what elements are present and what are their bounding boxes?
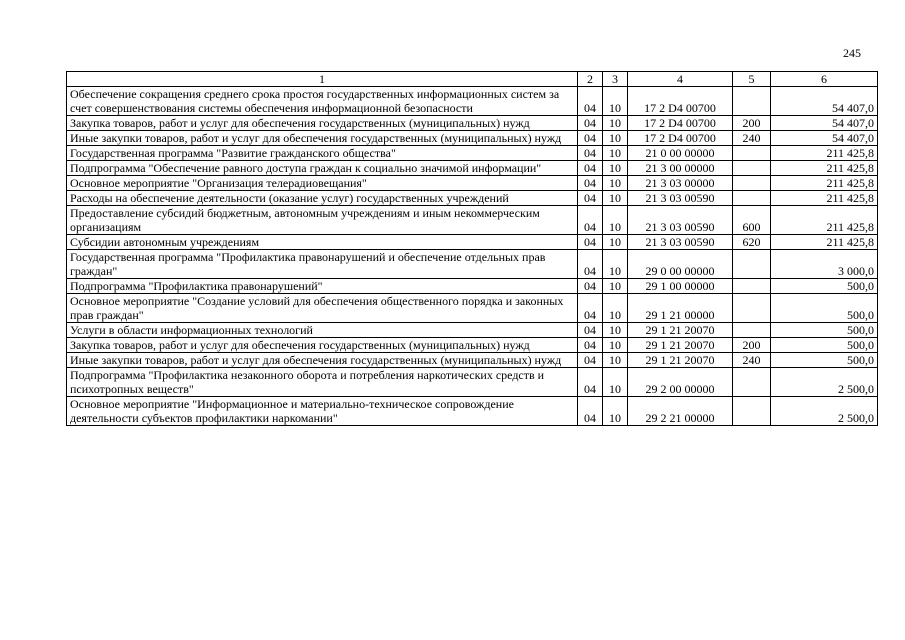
cell-code: 29 2 00 00000 — [628, 368, 733, 397]
header-cell-name: 1 — [67, 72, 578, 87]
cell-section: 04 — [578, 191, 603, 206]
cell-subsection: 10 — [603, 368, 628, 397]
cell-amount: 500,0 — [771, 353, 878, 368]
table-row — [67, 353, 878, 368]
cell-kind — [733, 87, 771, 116]
cell-name: Закупка товаров, работ и услуг для обеспечения государственных (муниципальных) нужд — [67, 116, 578, 131]
page-number: 245 — [843, 46, 861, 60]
cell-amount: 211 425,8 — [771, 146, 878, 161]
table-row — [67, 397, 878, 426]
cell-subsection: 10 — [603, 353, 628, 368]
cell-name: Обеспечение сокращения среднего срока простоя государственных информационных систем за счет совершенствования системы обеспечения информационной безопасности — [67, 87, 578, 116]
cell-code: 21 3 03 00000 — [628, 176, 733, 191]
cell-code: 29 1 00 00000 — [628, 279, 733, 294]
cell-subsection: 10 — [603, 131, 628, 146]
cell-name: Подпрограмма "Профилактика правонарушений" — [67, 279, 578, 294]
cell-section: 04 — [578, 235, 603, 250]
cell-amount: 3 000,0 — [771, 250, 878, 279]
cell-subsection: 10 — [603, 146, 628, 161]
cell-code: 21 3 03 00590 — [628, 191, 733, 206]
cell-name: Основное мероприятие "Информационное и материально-техническое сопровождение деятельности субъектов профилактики наркомании" — [67, 397, 578, 426]
cell-amount: 211 425,8 — [771, 176, 878, 191]
table-row — [67, 146, 878, 161]
cell-subsection: 10 — [603, 191, 628, 206]
header-cell-section: 2 — [578, 72, 603, 87]
table-row — [67, 250, 878, 279]
cell-section: 04 — [578, 294, 603, 323]
cell-section: 04 — [578, 353, 603, 368]
cell-subsection: 10 — [603, 235, 628, 250]
table-row — [67, 176, 878, 191]
cell-subsection: 10 — [603, 87, 628, 116]
cell-subsection: 10 — [603, 338, 628, 353]
cell-kind — [733, 323, 771, 338]
cell-kind — [733, 146, 771, 161]
cell-name: Государственная программа "Профилактика правонарушений и обеспечение отдельных прав граждан" — [67, 250, 578, 279]
cell-code: 29 1 21 20070 — [628, 338, 733, 353]
header-cell-code: 4 — [628, 72, 733, 87]
cell-name: Закупка товаров, работ и услуг для обеспечения государственных (муниципальных) нужд — [67, 338, 578, 353]
cell-name: Подпрограмма "Профилактика незаконного оборота и потребления наркотических средств и психотропных веществ" — [67, 368, 578, 397]
cell-amount: 500,0 — [771, 323, 878, 338]
cell-subsection: 10 — [603, 250, 628, 279]
cell-subsection: 10 — [603, 279, 628, 294]
cell-code: 17 2 D4 00700 — [628, 87, 733, 116]
cell-subsection: 10 — [603, 116, 628, 131]
cell-amount: 211 425,8 — [771, 206, 878, 235]
cell-name: Основное мероприятие "Организация телерадиовещания" — [67, 176, 578, 191]
cell-section: 04 — [578, 131, 603, 146]
cell-kind: 200 — [733, 338, 771, 353]
cell-amount: 54 407,0 — [771, 87, 878, 116]
cell-kind — [733, 279, 771, 294]
cell-name: Иные закупки товаров, работ и услуг для обеспечения государственных (муниципальных) нужд — [67, 353, 578, 368]
table-row — [67, 191, 878, 206]
cell-kind: 200 — [733, 116, 771, 131]
table-row — [67, 131, 878, 146]
table-row — [67, 87, 878, 116]
cell-section: 04 — [578, 338, 603, 353]
cell-name: Расходы на обеспечение деятельности (оказание услуг) государственных учреждений — [67, 191, 578, 206]
budget-table — [66, 71, 878, 426]
header-cell-kind: 5 — [733, 72, 771, 87]
cell-code: 21 3 03 00590 — [628, 206, 733, 235]
table-body — [67, 87, 878, 426]
cell-subsection: 10 — [603, 161, 628, 176]
cell-section: 04 — [578, 161, 603, 176]
header-cell-subsection: 3 — [603, 72, 628, 87]
cell-code: 17 2 D4 00700 — [628, 131, 733, 146]
cell-kind — [733, 368, 771, 397]
cell-kind — [733, 161, 771, 176]
cell-amount: 54 407,0 — [771, 131, 878, 146]
cell-kind: 600 — [733, 206, 771, 235]
cell-section: 04 — [578, 176, 603, 191]
cell-kind — [733, 397, 771, 426]
cell-kind — [733, 191, 771, 206]
cell-subsection: 10 — [603, 323, 628, 338]
cell-section: 04 — [578, 116, 603, 131]
cell-name: Основное мероприятие "Создание условий для обеспечения общественного порядка и законных прав граждан" — [67, 294, 578, 323]
table-row — [67, 323, 878, 338]
cell-section: 04 — [578, 397, 603, 426]
cell-name: Субсидии автономным учреждениям — [67, 235, 578, 250]
cell-section: 04 — [578, 368, 603, 397]
cell-section: 04 — [578, 87, 603, 116]
cell-code: 29 0 00 00000 — [628, 250, 733, 279]
cell-section: 04 — [578, 250, 603, 279]
cell-amount: 211 425,8 — [771, 191, 878, 206]
cell-code: 29 2 21 00000 — [628, 397, 733, 426]
cell-amount: 211 425,8 — [771, 235, 878, 250]
cell-kind: 240 — [733, 131, 771, 146]
cell-name: Услуги в области информационных технологий — [67, 323, 578, 338]
cell-subsection: 10 — [603, 176, 628, 191]
header-cell-amount: 6 — [771, 72, 878, 87]
cell-code: 21 3 00 00000 — [628, 161, 733, 176]
cell-amount: 54 407,0 — [771, 116, 878, 131]
cell-section: 04 — [578, 323, 603, 338]
cell-amount: 500,0 — [771, 279, 878, 294]
cell-kind — [733, 294, 771, 323]
cell-code: 17 2 D4 00700 — [628, 116, 733, 131]
cell-section: 04 — [578, 279, 603, 294]
cell-name: Предоставление субсидий бюджетным, автономным учреждениям и иным некоммерческим организациям — [67, 206, 578, 235]
cell-subsection: 10 — [603, 397, 628, 426]
table-row — [67, 235, 878, 250]
cell-name: Государственная программа "Развитие гражданского общества" — [67, 146, 578, 161]
cell-code: 29 1 21 20070 — [628, 323, 733, 338]
cell-subsection: 10 — [603, 294, 628, 323]
cell-section: 04 — [578, 146, 603, 161]
cell-name: Иные закупки товаров, работ и услуг для обеспечения государственных (муниципальных) нужд — [67, 131, 578, 146]
cell-kind: 620 — [733, 235, 771, 250]
cell-code: 29 1 21 20070 — [628, 353, 733, 368]
cell-section: 04 — [578, 206, 603, 235]
cell-name: Подпрограмма "Обеспечение равного доступа граждан к социально значимой информации" — [67, 161, 578, 176]
table-row — [67, 368, 878, 397]
cell-amount: 2 500,0 — [771, 397, 878, 426]
header-row — [67, 72, 878, 87]
cell-amount: 2 500,0 — [771, 368, 878, 397]
table-row — [67, 294, 878, 323]
cell-amount: 211 425,8 — [771, 161, 878, 176]
cell-code: 21 3 03 00590 — [628, 235, 733, 250]
cell-code: 29 1 21 00000 — [628, 294, 733, 323]
cell-kind — [733, 176, 771, 191]
cell-amount: 500,0 — [771, 294, 878, 323]
cell-amount: 500,0 — [771, 338, 878, 353]
table-row — [67, 338, 878, 353]
cell-kind — [733, 250, 771, 279]
table-row — [67, 116, 878, 131]
table-row — [67, 279, 878, 294]
table-row — [67, 161, 878, 176]
cell-kind: 240 — [733, 353, 771, 368]
cell-code: 21 0 00 00000 — [628, 146, 733, 161]
table-row — [67, 206, 878, 235]
cell-subsection: 10 — [603, 206, 628, 235]
